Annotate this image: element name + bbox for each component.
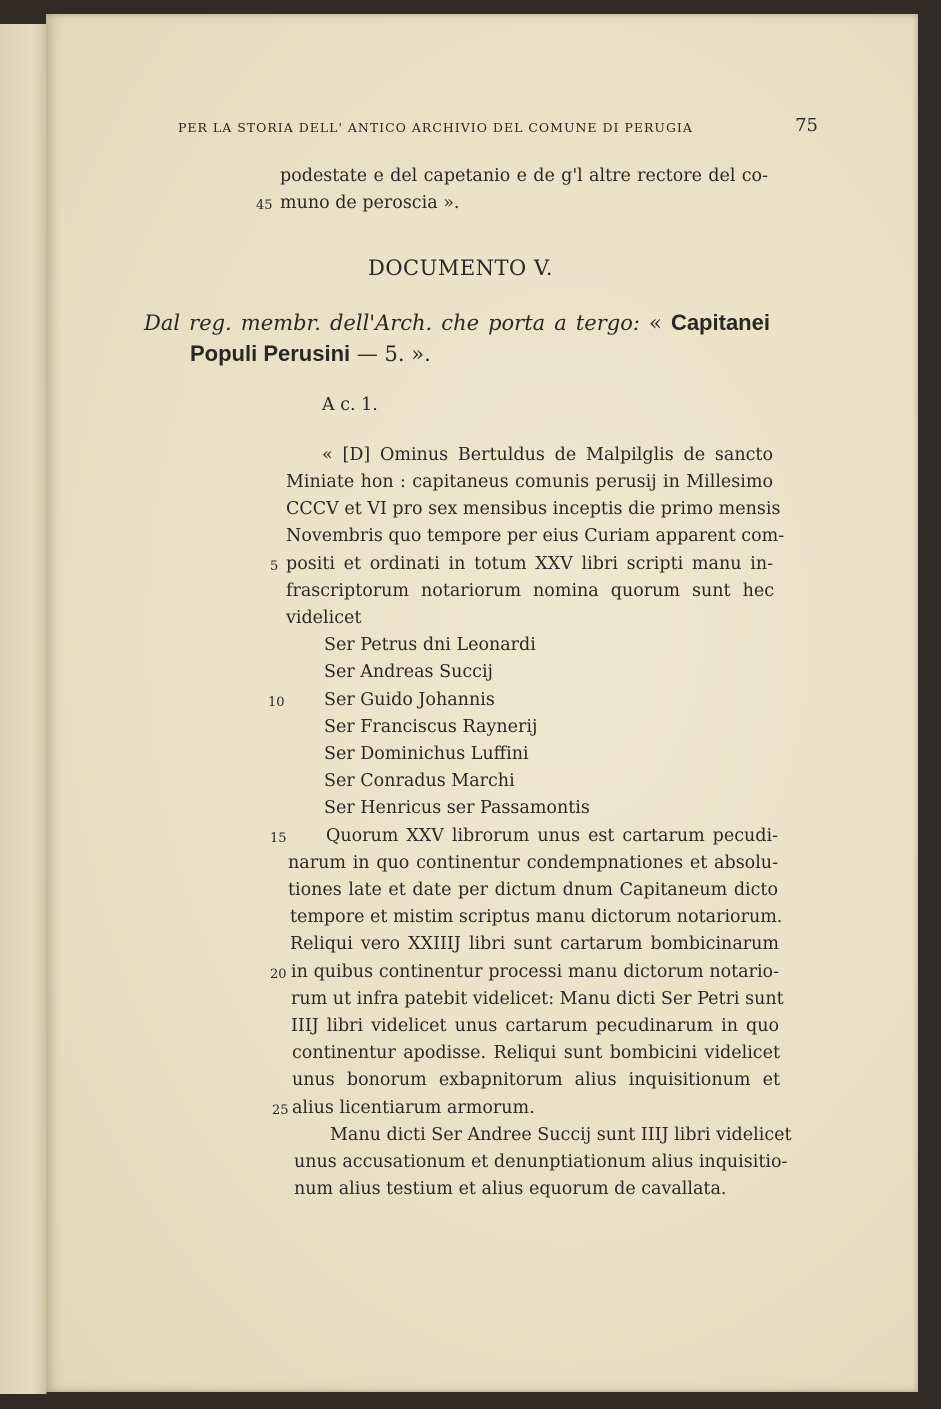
text-line: Manu dicti Ser Andree Succij sunt IIIJ libri videlicet xyxy=(330,1125,792,1145)
source-note-line-1 xyxy=(144,310,770,336)
text-line: Ser Petrus dni Leonardi xyxy=(324,635,536,655)
text-line: rum ut infra patebit videlicet: Manu dicti Ser Petri sunt xyxy=(291,989,784,1009)
line-number: 15 xyxy=(270,831,287,846)
text-line: narum in quo continentur condempnationes et absolu- xyxy=(288,853,778,873)
running-header xyxy=(178,115,818,136)
text-line: tiones late et date per dictum dnum Capitaneum dicto xyxy=(288,880,778,900)
text-line: CCCV et VI pro sex mensibus inceptis die primo mensis xyxy=(286,499,781,519)
line-number: 20 xyxy=(270,967,287,982)
previous-page-edge xyxy=(0,24,47,1394)
text-line: continentur apodisse. Reliqui sunt bombicini videlicet xyxy=(292,1043,780,1063)
text-line: Novembris quo tempore per eius Curiam apparent com- xyxy=(286,526,785,546)
text-line: podestate e del capetanio e de g'l altre rectore del co- xyxy=(280,166,768,186)
folio-reference: A c. 1. xyxy=(322,395,378,415)
text-line: IIIJ libri videlicet unus cartarum pecudinarum in quo xyxy=(291,1016,779,1036)
book-page xyxy=(46,14,918,1392)
line-number: 25 xyxy=(272,1103,289,1118)
text-line: Ser Andreas Succij xyxy=(324,662,493,682)
text-line: in quibus continentur processi manu dictorum notario- xyxy=(291,962,779,982)
text-line: unus accusationum et denunptiationum alius inquisitio- xyxy=(294,1152,788,1172)
text-line: Ser Guido Johannis xyxy=(324,690,495,710)
text-line: tempore et mistim scriptus manu dictorum notariorum. xyxy=(290,907,783,927)
source-register-name-cont: Populi Perusini xyxy=(190,341,351,366)
text-line: Reliqui vero XXIIIJ libri sunt cartarum bombicinarum xyxy=(290,934,779,954)
text-line: frascriptorum notariorum nomina quorum sunt hec xyxy=(286,581,774,601)
source-citation: Dal reg. membr. dell'Arch. che porta a tergo: xyxy=(144,311,640,335)
document-title: DOCUMENTO V. xyxy=(368,256,554,280)
text-line: Miniate hon : capitaneus comunis perusij in Millesimo xyxy=(286,472,773,492)
text-line: « [D] Ominus Bertuldus de Malpilglis de sancto xyxy=(322,445,773,465)
text-line: Ser Dominichus Luffini xyxy=(324,744,529,764)
text-line: Ser Henricus ser Passamontis xyxy=(324,798,590,818)
line-number: 10 xyxy=(268,695,285,710)
source-note-line-2 xyxy=(190,341,431,367)
line-number: 5 xyxy=(270,559,279,574)
running-title: PER LA STORIA DELL' ANTICO ARCHIVIO DEL COMUNE DI PERUGIA xyxy=(178,120,693,135)
text-line: num alius testium et alius equorum de cavallata. xyxy=(294,1179,727,1199)
quote-mark: « xyxy=(649,311,662,335)
page-number: 75 xyxy=(795,115,818,136)
line-number: 45 xyxy=(256,198,273,213)
text-line: muno de peroscia ». xyxy=(280,193,460,213)
text-line: alius licentiarum armorum. xyxy=(292,1098,535,1118)
source-register-number: — 5. ». xyxy=(356,342,431,366)
text-line: Quorum XXV librorum unus est cartarum pecudi- xyxy=(326,826,778,846)
text-line: Ser Conradus Marchi xyxy=(324,771,515,791)
text-line: unus bonorum exbapnitorum alius inquisitionum et xyxy=(292,1070,780,1090)
text-line: videlicet xyxy=(286,608,362,628)
text-line: positi et ordinati in totum XXV libri scripti manu in- xyxy=(286,554,773,574)
text-line: Ser Franciscus Raynerij xyxy=(324,717,538,737)
source-register-name: Capitanei xyxy=(670,310,770,335)
